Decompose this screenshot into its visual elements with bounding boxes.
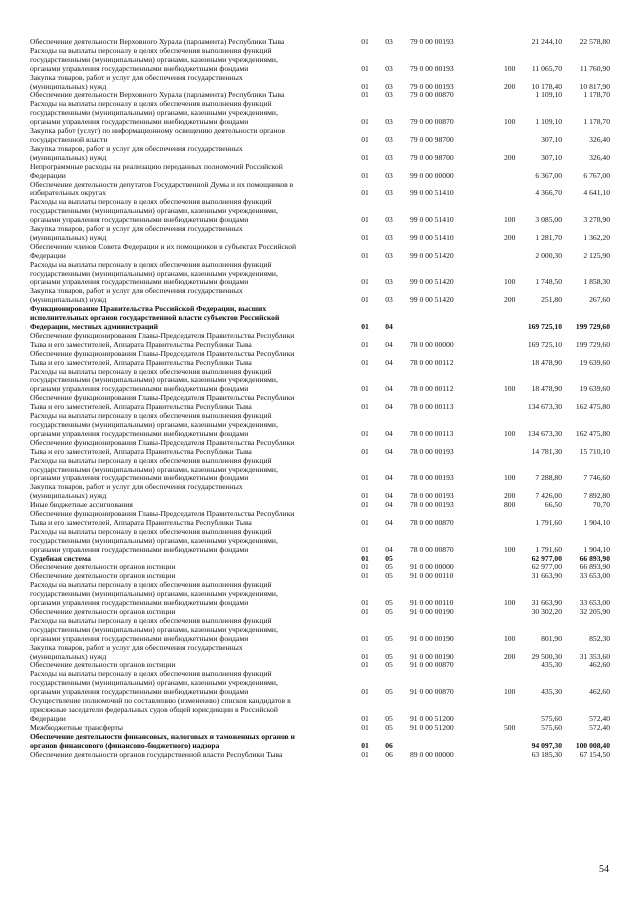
row-amount-year1: 21 244,10 bbox=[531, 37, 562, 46]
table-row bbox=[30, 394, 610, 412]
row-section-code: 01 bbox=[361, 660, 369, 670]
row-target-article: 91 0 00 00000 bbox=[410, 562, 454, 572]
row-section-code: 01 bbox=[361, 339, 369, 349]
table-row bbox=[30, 483, 610, 501]
row-target-article: 78 0 00 00870 bbox=[410, 517, 454, 527]
table-row bbox=[30, 368, 610, 395]
row-description: Закупка товаров, работ и услуг для обеспечения государственных (муниципальных) нужд bbox=[30, 224, 243, 242]
row-section-code: 01 bbox=[361, 134, 369, 144]
row-target-article: 99 0 00 51410 bbox=[410, 188, 454, 198]
row-section-code: 01 bbox=[361, 152, 369, 162]
row-section-code: 01 bbox=[361, 232, 369, 242]
row-description: Иные бюджетные ассигнования bbox=[30, 500, 133, 510]
row-amount-year2: 31 353,60 bbox=[579, 651, 610, 661]
row-amount-year1: 18 478,90 bbox=[531, 357, 562, 367]
row-subsection-code: 04 bbox=[385, 402, 393, 412]
row-subsection-code: 03 bbox=[385, 170, 393, 180]
row-amount-year2: 2 125,90 bbox=[583, 250, 610, 260]
row-subsection-code: 05 bbox=[385, 651, 393, 661]
row-description: Обеспечение деятельности органов юстиции bbox=[30, 562, 176, 572]
row-amount-year2: 33 653,00 bbox=[579, 598, 610, 608]
row-target-article: 79 0 00 00193 bbox=[410, 63, 454, 73]
row-amount-year2: 1 858,30 bbox=[583, 277, 610, 287]
row-target-article: 99 0 00 51420 bbox=[410, 277, 454, 287]
row-subsection-code: 03 bbox=[385, 63, 393, 73]
row-subsection-code: 03 bbox=[385, 250, 393, 260]
budget-table bbox=[30, 38, 610, 759]
row-amount-year1: 14 781,30 bbox=[531, 446, 562, 456]
row-expense-type: 100 bbox=[504, 633, 516, 643]
table-row bbox=[30, 528, 610, 555]
row-expense-type: 200 bbox=[504, 651, 516, 661]
row-section-code: 01 bbox=[361, 402, 369, 412]
row-description: Обеспечение функционирования Главы-Председателя Правительства Республики Тыва и его заместителей, Аппарата Правительства Республики Тыва bbox=[30, 393, 295, 412]
row-section-code: 01 bbox=[361, 188, 369, 198]
row-target-article: 91 0 00 00870 bbox=[410, 660, 454, 670]
page-number: 54 bbox=[599, 864, 609, 875]
row-amount-year1: 1 791,60 bbox=[535, 544, 562, 554]
row-section-code: 01 bbox=[361, 749, 369, 759]
table-row bbox=[30, 350, 610, 368]
table-row bbox=[30, 181, 610, 199]
row-subsection-code: 03 bbox=[385, 90, 393, 100]
row-description: Расходы на выплаты персоналу в целях обеспечения выполнения функций государственными (муниципальными) органами, казенными учреждениями, органами управления государственными внебюджетными фондами bbox=[30, 259, 278, 287]
row-description: Межбюджетные трансферты bbox=[30, 722, 123, 732]
row-subsection-code: 03 bbox=[385, 117, 393, 127]
row-section-code: 01 bbox=[361, 357, 369, 367]
table-row bbox=[30, 670, 610, 697]
row-amount-year2: 19 639,60 bbox=[579, 384, 610, 394]
row-expense-type: 100 bbox=[504, 473, 516, 483]
row-amount-year1: 29 500,30 bbox=[531, 651, 562, 661]
row-description: Закупка товаров, работ и услуг для обеспечения государственных (муниципальных) нужд bbox=[30, 482, 243, 501]
row-subsection-code: 05 bbox=[385, 713, 393, 723]
row-amount-year2: 572,40 bbox=[589, 713, 610, 723]
row-target-article: 91 0 00 00190 bbox=[410, 607, 454, 616]
row-amount-year2: 162 475,80 bbox=[575, 428, 610, 438]
row-amount-year1: 1 109,10 bbox=[535, 90, 562, 100]
row-amount-year2: 326,40 bbox=[589, 152, 610, 162]
row-expense-type: 200 bbox=[504, 152, 516, 162]
row-expense-type: 100 bbox=[504, 384, 516, 394]
row-subsection-code: 04 bbox=[385, 384, 393, 394]
row-section-code: 01 bbox=[361, 722, 369, 732]
row-subsection-code: 05 bbox=[385, 562, 393, 572]
row-description: Обеспечение функционирования Главы-Председателя Правительства Республики Тыва и его заместителей, Аппарата Правительства Республики Тыва bbox=[30, 330, 295, 349]
row-amount-year2: 199 729,60 bbox=[575, 322, 610, 331]
row-amount-year2: 1 362,20 bbox=[583, 232, 610, 242]
row-expense-type: 200 bbox=[504, 81, 516, 91]
row-section-code: 01 bbox=[361, 544, 369, 554]
row-section-code: 01 bbox=[361, 81, 369, 91]
row-amount-year1: 10 178,40 bbox=[531, 81, 562, 91]
row-subsection-code: 03 bbox=[385, 188, 393, 198]
row-target-article: 78 0 00 00193 bbox=[410, 500, 454, 510]
row-subsection-code: 03 bbox=[385, 232, 393, 242]
row-target-article: 78 0 00 00113 bbox=[410, 428, 454, 438]
row-target-article: 79 0 00 98700 bbox=[410, 134, 454, 144]
row-amount-year2: 67 154,50 bbox=[579, 749, 610, 759]
row-section-code: 01 bbox=[361, 651, 369, 661]
row-subsection-code: 04 bbox=[385, 339, 393, 349]
row-section-code: 01 bbox=[361, 322, 369, 331]
row-description: Расходы на выплаты персоналу в целях обеспечения выполнения функций государственными (муниципальными) органами, казенными учреждениями, органами управления государственными внебюджетными фондами bbox=[30, 669, 278, 697]
table-row bbox=[30, 243, 610, 261]
row-description: Обеспечение деятельности депутатов Государственной Думы и их помощников в избирательных округах bbox=[30, 179, 294, 198]
row-section-code: 01 bbox=[361, 633, 369, 643]
row-expense-type: 100 bbox=[504, 117, 516, 127]
row-expense-type: 800 bbox=[504, 500, 516, 510]
row-amount-year1: 63 185,30 bbox=[531, 749, 562, 759]
row-target-article: 99 0 00 51420 bbox=[410, 295, 454, 305]
row-description: Закупка товаров, работ и услуг для обеспечения государственных (муниципальных) нужд bbox=[30, 642, 243, 661]
row-target-article: 79 0 00 00193 bbox=[410, 81, 454, 91]
row-description: Расходы на выплаты персоналу в целях обеспечения выполнения функций государственными (муниципальными) органами, казенными учреждениями, органами управления государственными внебюджетными фондами bbox=[30, 366, 278, 394]
row-amount-year1: 307,10 bbox=[541, 152, 562, 162]
row-amount-year2: 4 641,10 bbox=[583, 188, 610, 198]
row-amount-year2: 66 893,90 bbox=[579, 553, 610, 563]
row-section-code: 01 bbox=[361, 295, 369, 305]
row-section-code: 01 bbox=[361, 384, 369, 394]
row-description: Расходы на выплаты персоналу в целях обеспечения выполнения функций государственными (муниципальными) органами, казенными учреждениями, органами управления государственными внебюджетными фондами bbox=[30, 455, 278, 483]
row-target-article: 78 0 00 00870 bbox=[410, 544, 454, 554]
row-target-article: 78 0 00 00000 bbox=[410, 339, 454, 349]
table-row bbox=[30, 697, 610, 724]
table-row bbox=[30, 198, 610, 225]
row-amount-year1: 2 000,30 bbox=[535, 250, 562, 260]
row-target-article: 99 0 00 00000 bbox=[410, 170, 454, 180]
row-amount-year2: 66 893,90 bbox=[579, 562, 610, 572]
row-amount-year1: 435,30 bbox=[541, 687, 562, 697]
row-description: Обеспечение деятельности органов юстиции bbox=[30, 571, 176, 581]
row-target-article: 91 0 00 00190 bbox=[410, 651, 454, 661]
row-amount-year2: 199 729,60 bbox=[575, 339, 610, 349]
row-subsection-code: 06 bbox=[385, 749, 393, 759]
row-amount-year1: 435,30 bbox=[541, 660, 562, 670]
row-target-article: 91 0 00 00190 bbox=[410, 633, 454, 643]
row-description: Закупка товаров, работ и услуг для обеспечения государственных (муниципальных) нужд bbox=[30, 286, 243, 305]
row-description: Расходы на выплаты персоналу в целях обеспечения выполнения функций государственными (муниципальными) органами, казенными учреждениями, органами управления государственными внебюджетными фондами bbox=[30, 526, 278, 554]
row-section-code: 01 bbox=[361, 117, 369, 127]
row-section-code: 01 bbox=[361, 491, 369, 501]
table-row bbox=[30, 457, 610, 484]
row-subsection-code: 03 bbox=[385, 81, 393, 91]
row-description: Расходы на выплаты персоналу в целях обеспечения выполнения функций государственными (муниципальными) органами, казенными учреждениями, органами управления государственными внебюджетными фондами bbox=[30, 99, 278, 127]
row-section-code: 01 bbox=[361, 37, 369, 46]
row-subsection-code: 03 bbox=[385, 134, 393, 144]
row-subsection-code: 03 bbox=[385, 215, 393, 225]
table-row bbox=[30, 145, 610, 163]
row-target-article: 91 0 00 00110 bbox=[410, 598, 454, 608]
row-subsection-code: 05 bbox=[385, 687, 393, 697]
row-section-code: 01 bbox=[361, 713, 369, 723]
row-target-article: 79 0 00 00193 bbox=[410, 37, 454, 46]
table-row bbox=[30, 412, 610, 439]
row-subsection-code: 03 bbox=[385, 37, 393, 46]
row-amount-year2: 852,30 bbox=[589, 633, 610, 643]
row-description: Обеспечение деятельности органов юстиции bbox=[30, 660, 176, 670]
row-target-article: 91 0 00 51200 bbox=[410, 722, 454, 732]
row-section-code: 01 bbox=[361, 215, 369, 225]
row-expense-type: 100 bbox=[504, 687, 516, 697]
row-amount-year1: 6 367,00 bbox=[535, 170, 562, 180]
row-target-article: 79 0 00 00870 bbox=[410, 117, 454, 127]
row-description: Расходы на выплаты персоналу в целях обеспечения выполнения функций государственными (муниципальными) органами, казенными учреждениями, органами управления государственными внебюджетными фондами bbox=[30, 615, 278, 643]
row-expense-type: 100 bbox=[504, 428, 516, 438]
row-amount-year1: 11 065,70 bbox=[531, 63, 562, 73]
row-expense-type: 500 bbox=[504, 722, 516, 732]
row-section-code: 01 bbox=[361, 553, 369, 563]
row-target-article: 99 0 00 51410 bbox=[410, 215, 454, 225]
row-target-article: 78 0 00 00193 bbox=[410, 491, 454, 501]
row-section-code: 01 bbox=[361, 428, 369, 438]
row-amount-year1: 251,80 bbox=[541, 295, 562, 305]
row-target-article: 91 0 00 00870 bbox=[410, 687, 454, 697]
row-description: Функционирование Правительства Российской Федерации, высших исполнительных органов государственной власти субъектов Российской Федерации, местных администраций bbox=[30, 304, 280, 331]
row-amount-year1: 801,90 bbox=[541, 633, 562, 643]
row-amount-year2: 1 904,10 bbox=[583, 517, 610, 527]
row-amount-year2: 462,60 bbox=[589, 687, 610, 697]
row-amount-year2: 7 746,60 bbox=[583, 473, 610, 483]
row-expense-type: 200 bbox=[504, 491, 516, 501]
row-target-article: 78 0 00 00113 bbox=[410, 402, 454, 412]
row-section-code: 01 bbox=[361, 687, 369, 697]
row-amount-year2: 15 710,10 bbox=[579, 446, 610, 456]
row-subsection-code: 05 bbox=[385, 598, 393, 608]
row-subsection-code: 04 bbox=[385, 544, 393, 554]
table-row bbox=[30, 163, 610, 181]
row-subsection-code: 05 bbox=[385, 553, 393, 563]
table-row bbox=[30, 332, 610, 350]
row-expense-type: 100 bbox=[504, 277, 516, 287]
row-amount-year1: 66,50 bbox=[544, 500, 562, 510]
row-section-code: 01 bbox=[361, 473, 369, 483]
row-description: Расходы на выплаты персоналу в целях обеспечения выполнения функций государственными (муниципальными) органами, казенными учреждениями, органами управления государственными внебюджетными фондами bbox=[30, 580, 278, 608]
row-amount-year2: 6 767,00 bbox=[583, 170, 610, 180]
row-target-article: 79 0 00 98700 bbox=[410, 152, 454, 162]
row-expense-type: 100 bbox=[504, 598, 516, 608]
row-amount-year1: 31 663,90 bbox=[531, 571, 562, 581]
table-row bbox=[30, 100, 610, 127]
row-section-code: 01 bbox=[361, 740, 369, 750]
row-amount-year2: 33 653,00 bbox=[579, 571, 610, 581]
row-amount-year1: 134 673,30 bbox=[527, 428, 562, 438]
row-target-article: 78 0 00 00193 bbox=[410, 446, 454, 456]
table-row bbox=[30, 581, 610, 608]
row-target-article: 78 0 00 00112 bbox=[410, 384, 454, 394]
row-subsection-code: 04 bbox=[385, 473, 393, 483]
row-description: Обеспечение деятельности финансовых, налоговых и таможенных органов и органов финансового (финансово-бюджетного) надзора bbox=[30, 731, 295, 750]
row-target-article: 91 0 00 00110 bbox=[410, 571, 454, 581]
row-subsection-code: 06 bbox=[385, 740, 393, 750]
row-subsection-code: 04 bbox=[385, 428, 393, 438]
table-row bbox=[30, 74, 610, 92]
row-target-article: 79 0 00 00870 bbox=[410, 90, 454, 100]
row-amount-year2: 3 278,90 bbox=[583, 215, 610, 225]
row-amount-year1: 30 302,20 bbox=[531, 607, 562, 616]
row-description: Закупка товаров, работ и услуг для обеспечения государственных (муниципальных) нужд bbox=[30, 143, 243, 162]
row-amount-year2: 572,40 bbox=[589, 722, 610, 732]
row-description: Обеспечение функционирования Главы-Председателя Правительства Республики Тыва и его заместителей, Аппарата Правительства Республики Тыва bbox=[30, 437, 295, 456]
row-description: Обеспечение деятельности органов юстиции bbox=[30, 607, 176, 616]
row-amount-year1: 62 977,00 bbox=[531, 562, 562, 572]
row-target-article: 78 0 00 00193 bbox=[410, 473, 454, 483]
row-expense-type: 200 bbox=[504, 232, 516, 242]
row-subsection-code: 04 bbox=[385, 500, 393, 510]
row-subsection-code: 05 bbox=[385, 607, 393, 616]
row-description: Расходы на выплаты персоналу в целях обеспечения выполнения функций государственными (муниципальными) органами, казенными учреждениями, органами управления государственными внебюджетными фондами bbox=[30, 45, 278, 73]
row-amount-year2: 10 817,90 bbox=[579, 81, 610, 91]
section-row bbox=[30, 733, 610, 751]
row-amount-year1: 4 366,70 bbox=[535, 188, 562, 198]
row-target-article: 99 0 00 51420 bbox=[410, 250, 454, 260]
row-amount-year2: 267,60 bbox=[589, 295, 610, 305]
row-expense-type: 100 bbox=[504, 63, 516, 73]
table-row bbox=[30, 617, 610, 644]
row-section-code: 01 bbox=[361, 517, 369, 527]
row-amount-year1: 134 673,30 bbox=[527, 402, 562, 412]
row-amount-year1: 1 281,70 bbox=[535, 232, 562, 242]
table-row bbox=[30, 287, 610, 305]
row-description: Осуществление полномочий по составлению (изменению) списков кандидатов в присяжные заседатели федеральных судов общей юрисдикции в Российской Федерации bbox=[30, 696, 291, 723]
row-amount-year2: 1 178,70 bbox=[583, 90, 610, 100]
row-amount-year2: 162 475,80 bbox=[575, 402, 610, 412]
row-amount-year2: 7 892,80 bbox=[583, 491, 610, 501]
row-subsection-code: 03 bbox=[385, 295, 393, 305]
table-row bbox=[30, 127, 610, 145]
row-section-code: 01 bbox=[361, 598, 369, 608]
row-amount-year2: 100 008,40 bbox=[575, 740, 610, 750]
row-amount-year1: 307,10 bbox=[541, 134, 562, 144]
row-section-code: 01 bbox=[361, 500, 369, 510]
row-subsection-code: 05 bbox=[385, 660, 393, 670]
row-target-article: 91 0 00 51200 bbox=[410, 713, 454, 723]
row-subsection-code: 04 bbox=[385, 517, 393, 527]
row-amount-year2: 1 178,70 bbox=[583, 117, 610, 127]
row-amount-year1: 18 478,90 bbox=[531, 384, 562, 394]
row-amount-year2: 11 760,90 bbox=[579, 63, 610, 73]
row-amount-year1: 1 109,10 bbox=[535, 117, 562, 127]
row-description: Расходы на выплаты персоналу в целях обеспечения выполнения функций государственными (муниципальными) органами, казенными учреждениями, органами управления государственными внебюджетными фондами bbox=[30, 411, 278, 438]
row-target-article: 99 0 00 51410 bbox=[410, 232, 454, 242]
row-amount-year1: 169 725,10 bbox=[527, 339, 562, 349]
row-subsection-code: 04 bbox=[385, 357, 393, 367]
row-subsection-code: 03 bbox=[385, 277, 393, 287]
row-subsection-code: 04 bbox=[385, 491, 393, 501]
row-section-code: 01 bbox=[361, 170, 369, 180]
row-amount-year1: 1 791,60 bbox=[535, 517, 562, 527]
row-subsection-code: 05 bbox=[385, 571, 393, 581]
row-expense-type: 200 bbox=[504, 295, 516, 305]
row-description: Непрограммные расходы на реализацию переданных полномочий Российской Федерации bbox=[30, 161, 283, 180]
row-section-code: 01 bbox=[361, 446, 369, 456]
row-amount-year1: 62 977,00 bbox=[531, 553, 562, 563]
row-amount-year2: 19 639,60 bbox=[579, 357, 610, 367]
row-amount-year2: 326,40 bbox=[589, 134, 610, 144]
row-description: Обеспечение деятельности Верховного Хурала (парламента) Республики Тыва bbox=[30, 37, 285, 46]
table-row bbox=[30, 644, 610, 662]
row-expense-type: 100 bbox=[504, 544, 516, 554]
row-subsection-code: 04 bbox=[385, 322, 393, 331]
row-description: Закупка работ (услуг) по информационному освещению деятельности органов государственной власти bbox=[30, 126, 285, 144]
row-subsection-code: 03 bbox=[385, 152, 393, 162]
row-description: Обеспечение членов Совета Федерации и их помощников в субъектах Российской Федерации bbox=[30, 241, 297, 260]
row-expense-type: 100 bbox=[504, 215, 516, 225]
table-row bbox=[30, 751, 610, 760]
row-amount-year1: 575,60 bbox=[541, 722, 562, 732]
row-amount-year2: 1 904,10 bbox=[583, 544, 610, 554]
row-amount-year1: 7 288,80 bbox=[535, 473, 562, 483]
row-description: Закупка товаров, работ и услуг для обеспечения государственных (муниципальных) нужд bbox=[30, 72, 243, 91]
row-section-code: 01 bbox=[361, 562, 369, 572]
row-section-code: 01 bbox=[361, 571, 369, 581]
section-row bbox=[30, 305, 610, 332]
table-row bbox=[30, 261, 610, 288]
row-section-code: 01 bbox=[361, 250, 369, 260]
row-description: Обеспечение функционирования Главы-Председателя Правительства Республики Тыва и его заместителей, Аппарата Правительства Республики Тыва bbox=[30, 348, 295, 367]
row-amount-year2: 462,60 bbox=[589, 660, 610, 670]
table-row bbox=[30, 225, 610, 243]
row-description: Обеспечение функционирования Главы-Председателя Правительства Республики Тыва и его заместителей, Аппарата Правительства Республики Тыва bbox=[30, 509, 295, 527]
row-amount-year1: 7 426,00 bbox=[535, 491, 562, 501]
row-target-article: 78 0 00 00112 bbox=[410, 357, 454, 367]
row-subsection-code: 05 bbox=[385, 633, 393, 643]
row-description: Обеспечение деятельности Верховного Хурала (парламента) Республики Тыва bbox=[30, 90, 285, 100]
row-amount-year1: 3 085,00 bbox=[535, 215, 562, 225]
table-row bbox=[30, 47, 610, 74]
row-section-code: 01 bbox=[361, 607, 369, 616]
row-target-article: 89 0 00 00000 bbox=[410, 749, 454, 759]
row-section-code: 01 bbox=[361, 63, 369, 73]
row-description: Судебная система bbox=[30, 553, 91, 563]
row-amount-year1: 1 748,50 bbox=[535, 277, 562, 287]
row-description: Расходы на выплаты персоналу в целях обеспечения выполнения функций государственными (муниципальными) органами, казенными учреждениями, органами управления государственными внебюджетными фондами bbox=[30, 197, 278, 225]
row-amount-year2: 70,70 bbox=[592, 500, 610, 510]
row-subsection-code: 05 bbox=[385, 722, 393, 732]
row-amount-year2: 22 578,80 bbox=[579, 37, 610, 46]
row-amount-year2: 32 205,90 bbox=[579, 607, 610, 616]
row-section-code: 01 bbox=[361, 277, 369, 287]
table-row bbox=[30, 439, 610, 457]
row-amount-year1: 31 663,90 bbox=[531, 598, 562, 608]
row-section-code: 01 bbox=[361, 90, 369, 100]
row-amount-year1: 575,60 bbox=[541, 713, 562, 723]
row-description: Обеспечение деятельности органов государственной власти Республики Тыва bbox=[30, 749, 283, 759]
row-amount-year1: 169 725,10 bbox=[527, 322, 562, 331]
row-subsection-code: 04 bbox=[385, 446, 393, 456]
row-amount-year1: 94 097,30 bbox=[531, 740, 562, 750]
table-row bbox=[30, 510, 610, 528]
